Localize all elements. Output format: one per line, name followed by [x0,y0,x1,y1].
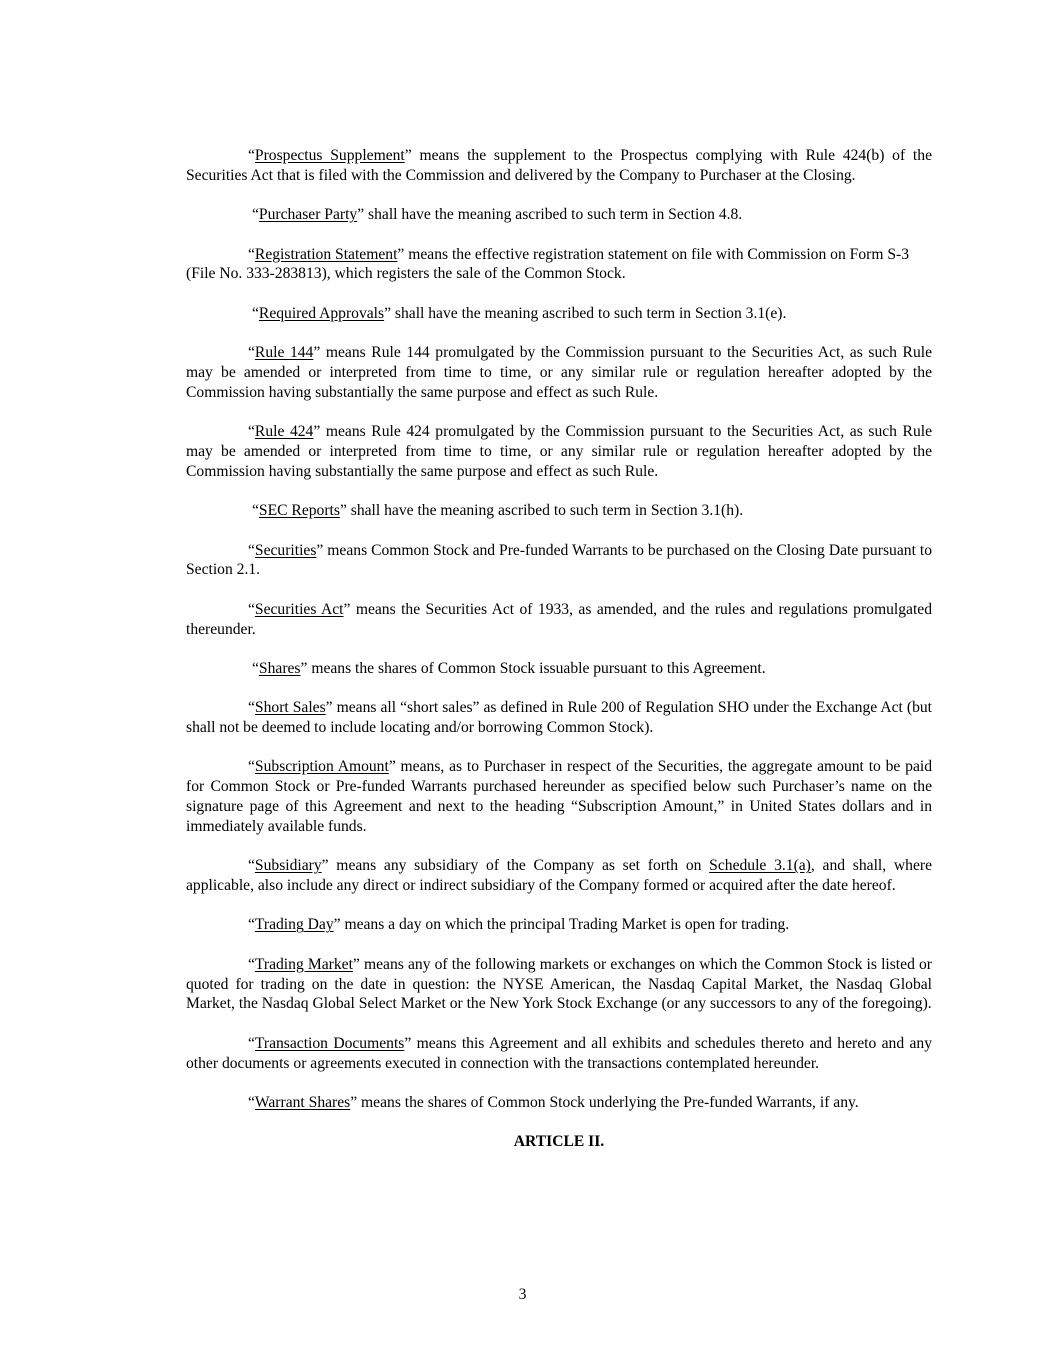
defined-term: Securities Act [254,600,344,618]
defined-term: Rule 424 [254,423,314,441]
defined-term: Subsidiary [254,857,322,875]
definition-text: means a day on which the principal Trading Market is open for trading. [340,916,790,934]
defined-term: Shares [258,659,301,677]
article-heading: ARTICLE II. [513,1133,605,1151]
document-body [186,146,932,1152]
definition-required-approvals: “Required Approvals” shall have the meaning ascribed to such term in Section 3.1(e). [252,304,787,322]
definition-trading-day: “Trading Day” means a day on which the principal Trading Market is open for trading. [248,916,790,934]
defined-term: Registration Statement [254,245,398,263]
definition-text: means the shares of Common Stock issuable pursuant to this Agreement. [307,659,766,677]
definition-text: shall have the meaning ascribed to such term in Section 3.1(e). [391,304,787,322]
definition-text: means Rule 424 promulgated by the Commission pursuant to the Securities Act, as such Rule may be amended or interpreted from time to time, or any similar rule or regulation hereafter adopted by the Commission having substantially the same purpose and effect as such Rule. [186,423,932,480]
definition-text: means Common Stock and Pre-funded Warrants to be purchased on the Closing Date pursuant to Section 2.1. [186,541,932,579]
definition-text: means Rule 144 promulgated by the Commission pursuant to the Securities Act, as such Rule may be amended or interpreted from time to time, or any similar rule or regulation hereafter adopted by the Commission having substantially the same purpose and effect as such Rule. [186,344,932,401]
definition-rule-144: “Rule 144” means Rule 144 promulgated by the Commission pursuant to the Securities Act, as such Rule may be amended or interpreted from time to time, or any similar rule or regulation hereafter adopted by the Commission having substantially the same purpose and effect as such Rule. [186,344,932,401]
defined-term: Purchaser Party [258,206,358,224]
defined-term: Trading Day [254,916,334,934]
definition-text: shall have the meaning ascribed to such term in Section 4.8. [364,206,743,224]
definition-text: means the Securities Act of 1933, as amended, and the rules and regulations promulgated thereunder. [186,600,932,638]
defined-term: Trading Market [254,955,353,973]
definition-shares: “Shares” means the shares of Common Stock issuable pursuant to this Agreement. [252,659,766,677]
definition-warrant-shares: “Warrant Shares” means the shares of Common Stock underlying the Pre-funded Warrants, if any. [248,1094,859,1111]
definition-text: means, as to Purchaser in respect of the Securities, the aggregate amount to be paid for Common Stock or Pre-funded Warrants purchased hereunder as specified below such Purchaser’s name on the signature page of this Agreement and next to the heading “Subscription Amount,” in United States dollars and in immediately available funds. [186,758,932,835]
definition-registration-statement: “Registration Statement” means the effective registration statement on file with Commission on Form S-3 (File No. 333-283813), which registers the sale of the Common Stock. [186,245,910,283]
defined-term: Required Approvals [258,304,385,322]
definition-short-sales: “Short Sales” means all “short sales” as defined in Rule 200 of Regulation SHO under the Exchange Act (but shall not be deemed to include locating and/or borrowing Common Stock). [186,699,932,737]
definition-securities: “Securities” means Common Stock and Pre-funded Warrants to be purchased on the Closing Date pursuant to Section 2.1. [186,541,932,579]
definition-purchaser-party: “Purchaser Party” shall have the meaning ascribed to such term in Section 4.8. [252,206,743,224]
definition-text: means all “short sales” as defined in Rule 200 of Regulation SHO under the Exchange Act (but shall not be deemed to include locating and/or borrowing Common Stock). [186,699,932,737]
definition-text: means the supplement to the Prospectus complying with Rule 424(b) of the Securities Act that is filed with the Commission and delivered by the Company to Purchaser at the Closing. [186,147,932,184]
definition-transaction-documents: “Transaction Documents” means this Agreement and all exhibits and schedules thereto and hereto and any other documents or agreements executed in connection with the transactions contemplated hereunder. [186,1034,932,1072]
definition-subsidiary: “Subsidiary” means any subsidiary of the Company as set forth on Schedule 3.1(a), and shall, where applicable, also include any direct or indirect subsidiary of the Company formed or acquired after the date hereof. [186,857,932,895]
definition-text: shall have the meaning ascribed to such term in Section 3.1(h). [346,502,744,520]
defined-term: Warrant Shares [254,1094,351,1111]
definition-text: means the effective registration statement on file with Commission on Form S-3 (File No. 333-283813), which registers the sale of the Common Stock. [186,245,910,283]
definition-prospectus-supplement: “Prospectus Supplement” means the supplement to the Prospectus complying with Rule 424(b) of the Securities Act that is filed with the Commission and delivered by the Company to Purchaser at the Closing. [186,147,932,184]
defined-term: SEC Reports [258,502,340,520]
defined-term: Rule 144 [254,344,314,362]
defined-term: Securities [254,541,317,559]
definition-trading-market: “Trading Market” means any of the following markets or exchanges on which the Common Stock is listed or quoted for trading on the date in question: the NYSE American, the Nasdaq Capital Market, the Nasdaq Global Market, the Nasdaq Global Select Market or the New York Stock Exchange (or any successors to any of the foregoing). [186,955,932,1013]
definition-rule-424: “Rule 424” means Rule 424 promulgated by the Commission pursuant to the Securities Act, as such Rule may be amended or interpreted from time to time, or any similar rule or regulation hereafter adopted by the Commission having substantially the same purpose and effect as such Rule. [186,423,932,480]
definition-text: means the shares of Common Stock underlying the Pre-funded Warrants, if any. [357,1094,859,1111]
definition-text: means any subsidiary of the Company as set forth on [328,857,710,875]
definition-sec-reports: “SEC Reports” shall have the meaning ascribed to such term in Section 3.1(h). [252,502,744,520]
definition-text: means this Agreement and all exhibits and schedules thereto and hereto and any other documents or agreements executed in connection with the transactions contemplated hereunder. [186,1034,932,1072]
defined-term: Subscription Amount [254,758,389,776]
defined-term: Short Sales [254,699,326,717]
page-number: 3 [518,1286,527,1303]
definition-securities-act: “Securities Act” means the Securities Act of 1933, as amended, and the rules and regulations promulgated thereunder. [186,600,932,638]
definition-text: means any of the following markets or exchanges on which the Common Stock is listed or quoted for trading on the date in question: the NYSE American, the Nasdaq Capital Market, the Nasdaq Global Market, the Nasdaq Global Select Market or the New York Stock Exchange (or any successors to any of the foregoing). [186,955,932,1013]
schedule-reference: Schedule 3.1(a) [709,857,811,875]
definition-text: , and shall, where applicable, also include any direct or indirect subsidiary of the Company formed or acquired after the date hereof. [186,857,932,895]
defined-term: Transaction Documents [254,1034,405,1052]
definition-subscription-amount: “Subscription Amount” means, as to Purchaser in respect of the Securities, the aggregate amount to be paid for Common Stock or Pre-funded Warrants purchased hereunder as specified below such Purchaser’s name on the signature page of this Agreement and next to the heading “Subscription Amount,” in United States dollars and in immediately available funds. [186,758,932,835]
defined-term: Prospectus Supplement [254,147,405,164]
